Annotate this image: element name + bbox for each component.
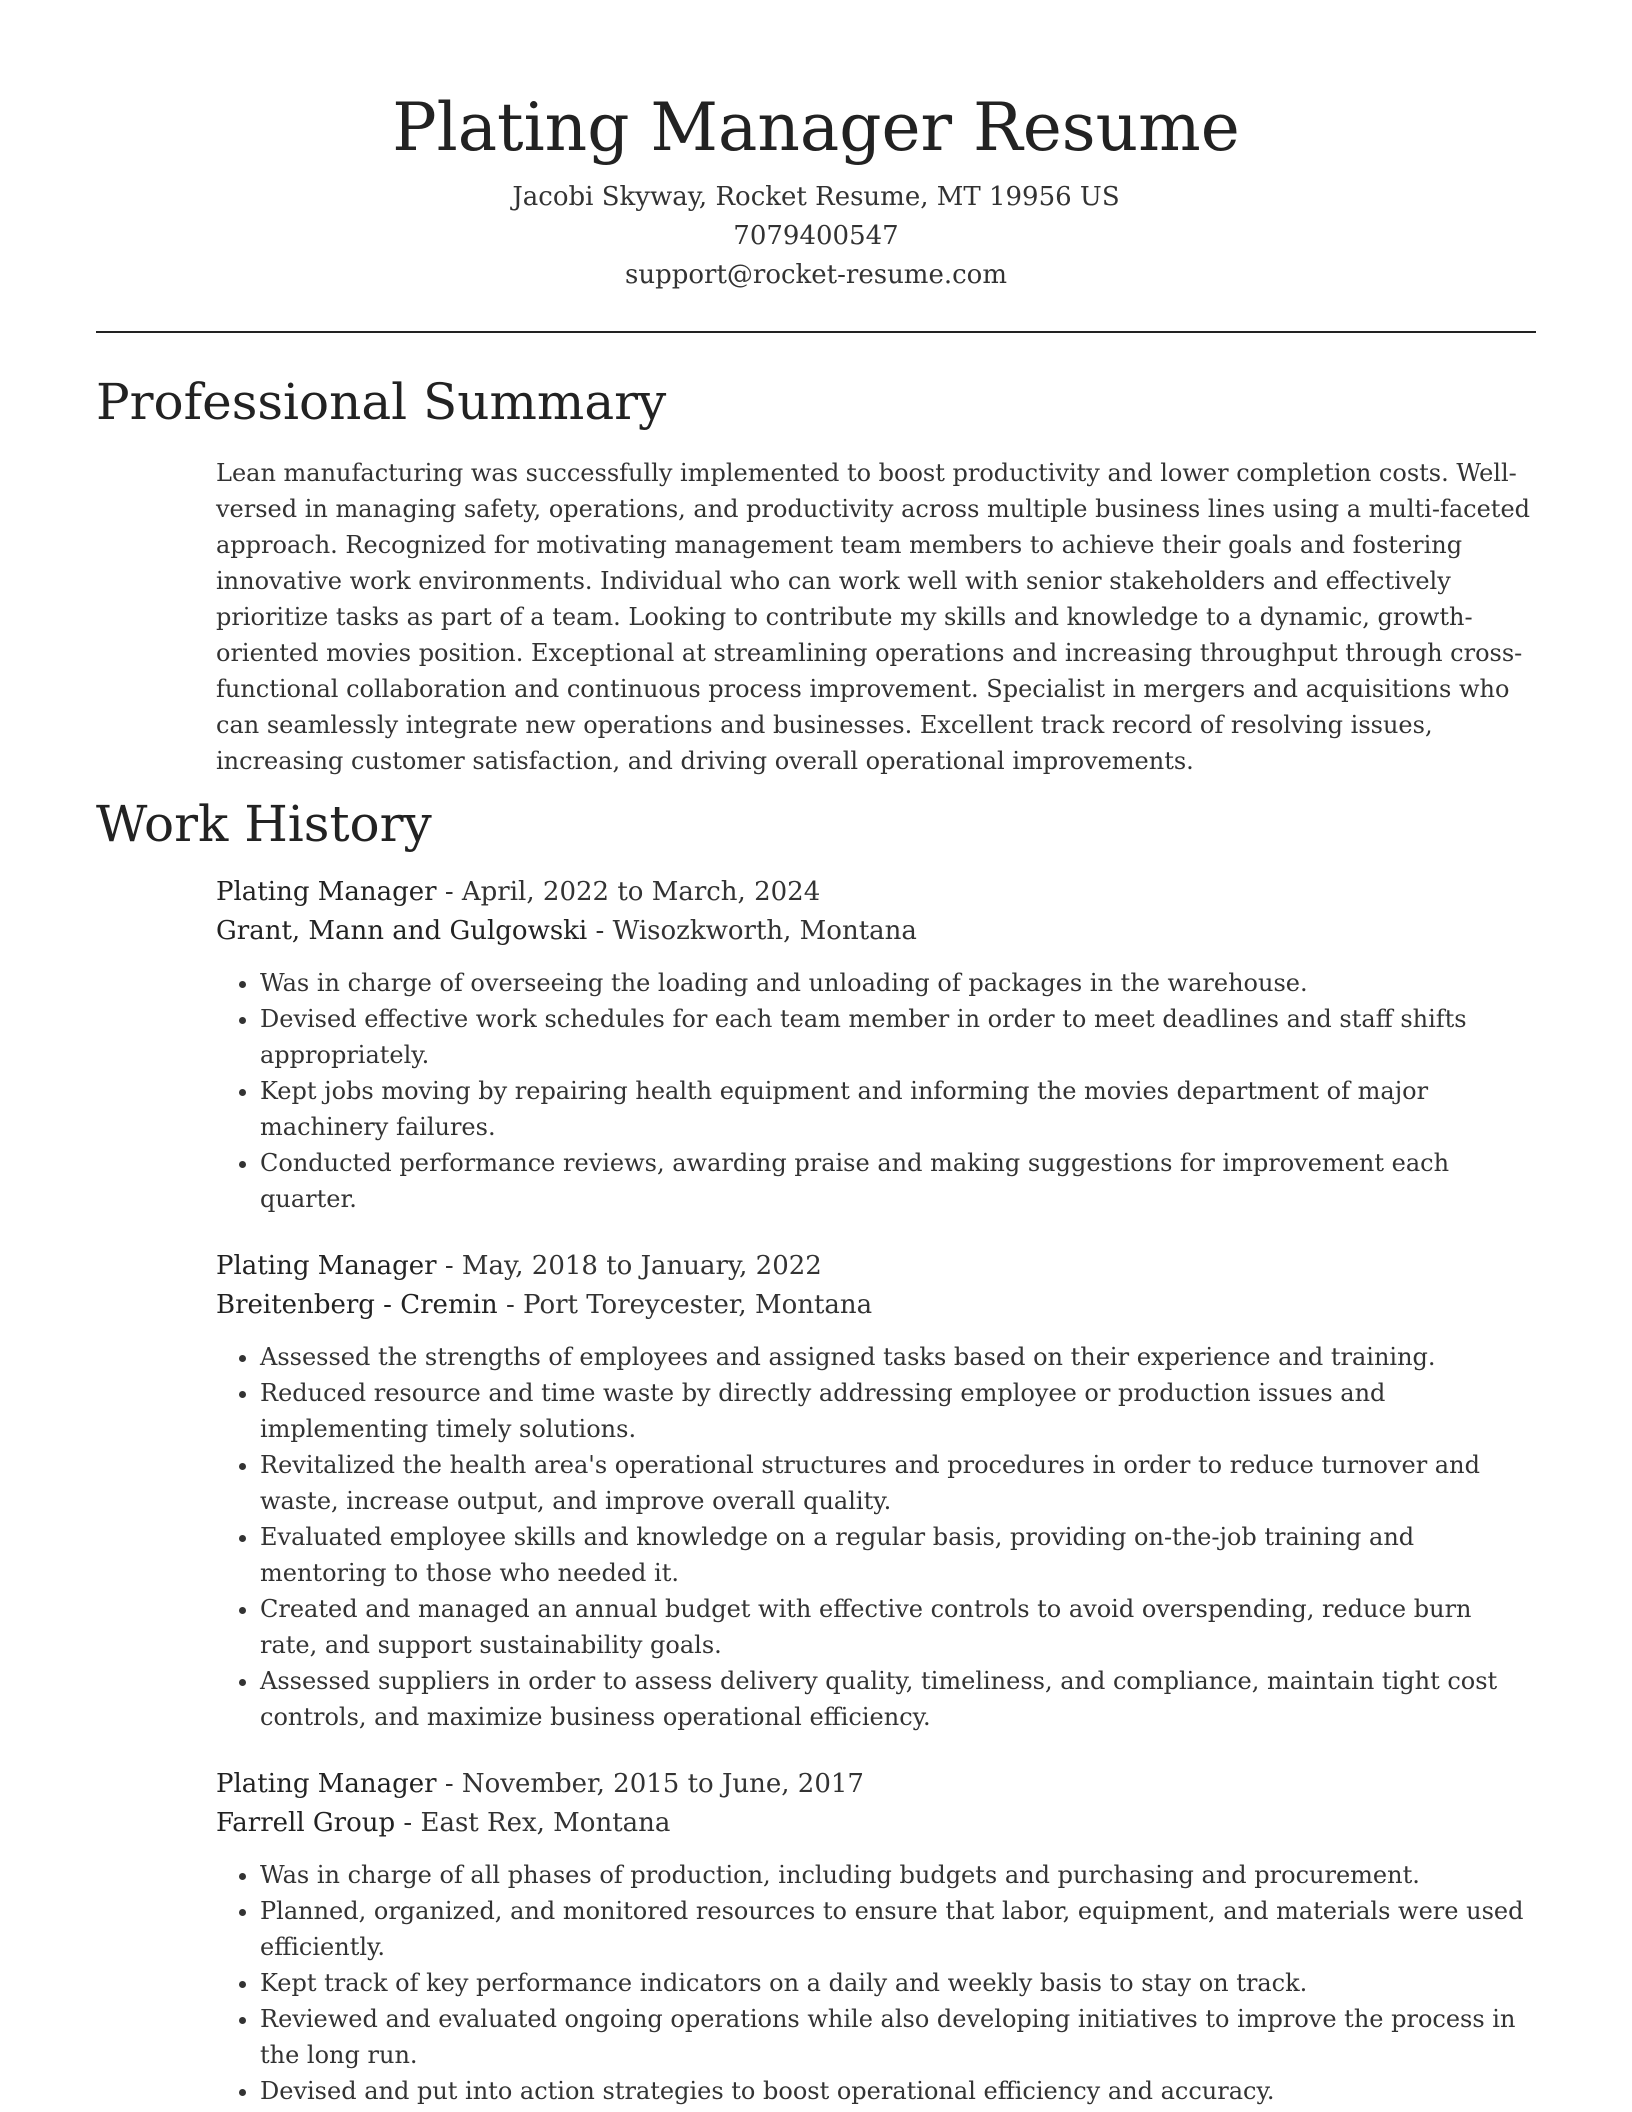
- separator: -: [444, 1769, 462, 1799]
- job-bullets: [216, 1339, 1536, 1735]
- job-company-line: [216, 912, 1536, 951]
- job-bullet: • Kept jobs moving by repairing health equipment and informing the movies department of major machinery failures.: [260, 1073, 1536, 1145]
- header-divider: [96, 331, 1536, 333]
- job-role: Plating Manager: [216, 877, 437, 907]
- job-location: Port Toreycester, Montana: [523, 1290, 873, 1320]
- job-bullets: [216, 965, 1536, 1217]
- job-dates: November, 2015 to June, 2017: [461, 1769, 864, 1799]
- job-bullet: • Conducted performance reviews, awarding praise and making suggestions for improvement each quarter.: [260, 1145, 1536, 1217]
- separator: -: [444, 1251, 462, 1281]
- job-title-line: [216, 873, 1536, 912]
- job-bullet: • Assessed suppliers in order to assess delivery quality, timeliness, and compliance, maintain tight cost controls, and maximize business operational efficiency.: [260, 1663, 1536, 1735]
- job-entry: [216, 1765, 1536, 2109]
- job-role: Plating Manager: [216, 1769, 437, 1799]
- job-company-line: [216, 1804, 1536, 1843]
- job-bullet: • Reduced resource and time waste by directly addressing employee or production issues and implementing timely solutions.: [260, 1375, 1536, 1447]
- separator: -: [505, 1290, 523, 1320]
- job-company: Farrell Group: [216, 1808, 396, 1838]
- separator: -: [595, 916, 613, 946]
- job-entry: [216, 1247, 1536, 1735]
- job-entry: [216, 873, 1536, 1217]
- job-location: Wisozkworth, Montana: [612, 916, 917, 946]
- separator: -: [444, 877, 462, 907]
- work-history-heading: Work History: [96, 795, 432, 853]
- job-bullet: • Reviewed and evaluated ongoing operations while also developing initiatives to improve the process in the long run.: [260, 2001, 1536, 2073]
- job-bullet: • Planned, organized, and monitored resources to ensure that labor, equipment, and materials were used efficiently.: [260, 1893, 1536, 1965]
- job-bullet: • Assessed the strengths of employees and assigned tasks based on their experience and training.: [260, 1339, 1536, 1375]
- separator: -: [403, 1808, 421, 1838]
- job-bullet: • Was in charge of all phases of production, including budgets and purchasing and procurement.: [260, 1857, 1536, 1893]
- job-bullet: • Revitalized the health area's operational structures and procedures in order to reduce turnover and waste, increase output, and improve overall quality.: [260, 1447, 1536, 1519]
- job-bullet: • Evaluated employee skills and knowledge on a regular basis, providing on-the-job training and mentoring to those who needed it.: [260, 1519, 1536, 1591]
- page-title: Plating Manager Resume: [392, 89, 1240, 166]
- contact-email: support@rocket-resume.com: [624, 260, 1007, 290]
- job-role: Plating Manager: [216, 1251, 437, 1281]
- job-bullet: • Created and managed an annual budget with effective controls to avoid overspending, reduce burn rate, and support sustainability goals.: [260, 1591, 1536, 1663]
- job-bullet: • Was in charge of overseeing the loading and unloading of packages in the warehouse.: [260, 965, 1536, 1001]
- job-bullets: [216, 1857, 1536, 2109]
- job-bullet: • Devised and put into action strategies to boost operational efficiency and accuracy.: [260, 2073, 1536, 2109]
- contact-phone: 7079400547: [733, 221, 899, 251]
- job-company: Grant, Mann and Gulgowski: [216, 916, 588, 946]
- job-title-line: [216, 1247, 1536, 1286]
- job-location: East Rex, Montana: [420, 1808, 671, 1838]
- summary-text: Lean manufacturing was successfully implemented to boost productivity and lower completion costs. Well-versed in managing safety, operations, and productivity across multiple business lines using a multi-faceted approach. Recognized for motivating management team members to achieve their goals and fostering innovative work environments. Individual who can work well with senior stakeholders and effectively prioritize tasks as part of a team. Looking to contribute my skills and knowledge to a dynamic, growth-oriented movies position. Exceptional at streamlining operations and increasing throughput through cross-functional collaboration and continuous process improvement. Specialist in mergers and acquisitions who can seamlessly integrate new operations and businesses. Excellent track record of resolving issues, increasing customer satisfaction, and driving overall operational improvements.: [216, 459, 1531, 775]
- job-company: Breitenberg - Cremin: [216, 1290, 498, 1320]
- job-title-line: [216, 1765, 1536, 1804]
- contact-block: [96, 178, 1536, 295]
- job-company-line: [216, 1286, 1536, 1325]
- job-bullet: • Devised effective work schedules for each team member in order to meet deadlines and staff shifts appropriately.: [260, 1001, 1536, 1073]
- job-bullet: • Kept track of key performance indicators on a daily and weekly basis to stay on track.: [260, 1965, 1536, 2001]
- job-dates: April, 2022 to March, 2024: [461, 877, 821, 907]
- job-dates: May, 2018 to January, 2022: [461, 1251, 822, 1281]
- summary-heading: Professional Summary: [96, 373, 667, 431]
- contact-address: Jacobi Skyway, Rocket Resume, MT 19956 US: [512, 182, 1120, 212]
